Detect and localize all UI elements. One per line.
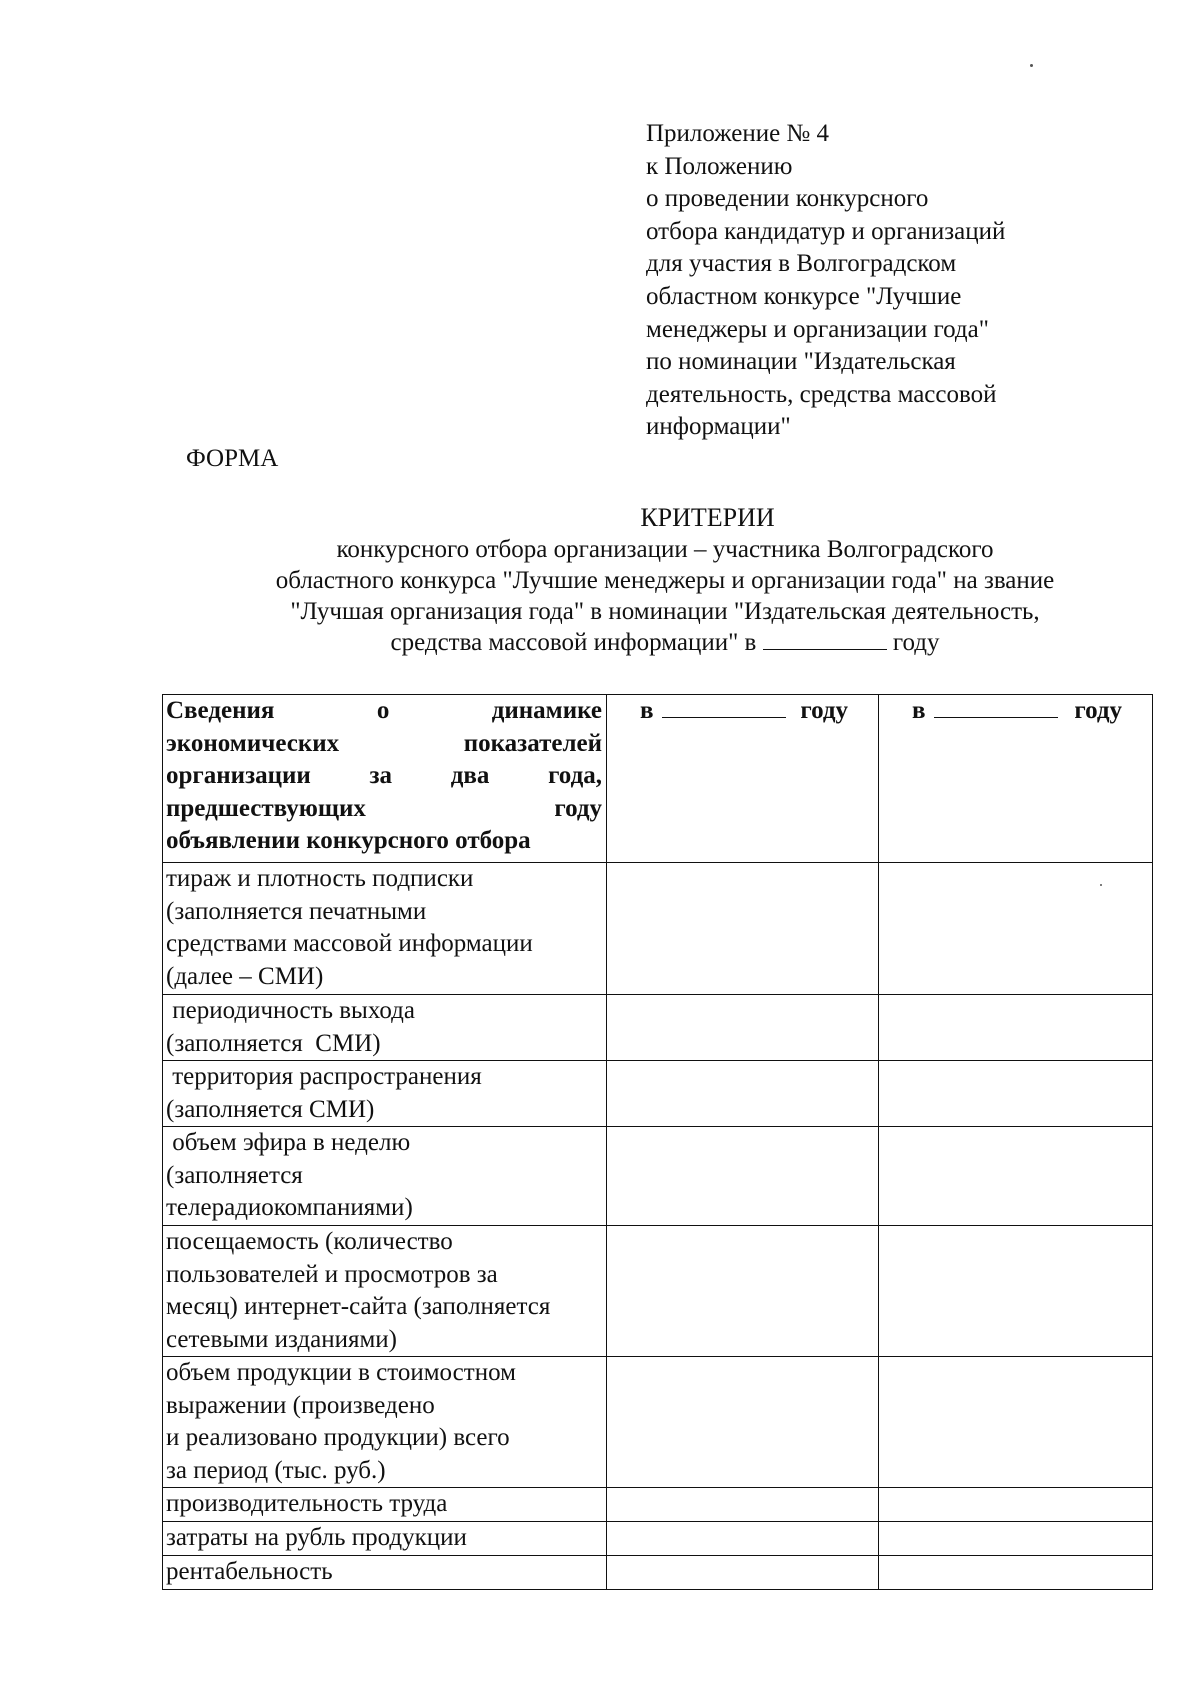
criterion-line: объем продукции в стоимостном: [166, 1359, 516, 1386]
appendix-line: Приложение № 4: [646, 120, 830, 147]
criterion-line: рентабельность: [166, 1558, 333, 1585]
value-cell[interactable]: [879, 1357, 1153, 1488]
criterion-line: и реализовано продукции) всего: [166, 1424, 510, 1451]
value-cell[interactable]: [879, 1226, 1153, 1357]
table-row: [163, 1127, 1153, 1226]
criteria-year-suffix: году: [892, 629, 940, 656]
criterion-line: телерадиокомпаниями): [166, 1194, 413, 1221]
value-cell[interactable]: [879, 995, 1153, 1061]
value-cell[interactable]: [607, 1357, 879, 1488]
value-cell[interactable]: [607, 1061, 879, 1127]
year-blank-field[interactable]: [763, 627, 887, 650]
value-cell[interactable]: [879, 1061, 1153, 1127]
table-row: [163, 1488, 1153, 1522]
criterion-label: [163, 995, 607, 1061]
header-label-line: предшествующих году: [166, 794, 602, 822]
criteria-line: областного конкурса "Лучшие менеджеры и организации года" на звание: [275, 567, 1055, 594]
appendix-line: информации": [646, 413, 791, 441]
value-cell[interactable]: [607, 1488, 879, 1522]
criteria-line-year: [120, 627, 1200, 658]
criterion-line: производительность труда: [166, 1490, 448, 1517]
criterion-line: (далее – СМИ): [166, 962, 324, 990]
appendix-line: к Положению: [646, 152, 793, 180]
year-suffix: году: [800, 697, 848, 724]
header-label-line: объявлении конкурсного отбора: [166, 827, 531, 854]
appendix-line: для участия в Волгоградском: [646, 250, 957, 278]
year-heading: [610, 695, 874, 728]
criteria-line: конкурсного отбора организации – участника Волгоградского: [336, 536, 994, 563]
value-cell[interactable]: [607, 1522, 879, 1556]
criterion-label: [163, 863, 607, 995]
criterion-label: [163, 1488, 607, 1522]
year-blank-field[interactable]: [934, 695, 1058, 718]
criterion-label: [163, 1357, 607, 1488]
table-header-row: [163, 695, 1153, 863]
criterion-line: месяц) интернет-сайта (заполняется: [166, 1293, 551, 1320]
appendix-line: деятельность, средства массовой: [646, 380, 997, 408]
header-label-line: Сведения о динамике: [166, 697, 602, 724]
header-year-cell-2: [879, 695, 1153, 863]
value-cell[interactable]: [879, 1127, 1153, 1226]
criterion-line: (заполняется СМИ): [166, 1029, 381, 1057]
criteria-line: "Лучшая организация года" в номинации "Издательская деятельность,: [290, 598, 1040, 625]
criteria-title-block: [120, 502, 1200, 658]
criterion-line: тираж и плотность подписки: [166, 865, 474, 892]
criteria-heading: КРИТЕРИИ: [640, 503, 775, 532]
table-row: [163, 1522, 1153, 1556]
criterion-line: периодичность выхода: [166, 997, 415, 1024]
value-cell[interactable]: [607, 995, 879, 1061]
criterion-line: пользователей и просмотров за: [166, 1260, 498, 1288]
criterion-line: (заполняется печатными: [166, 897, 427, 925]
criterion-line: посещаемость (количество: [166, 1228, 453, 1255]
appendix-line: по номинации "Издательская: [646, 348, 956, 376]
appendix-reference: [646, 118, 1116, 444]
table-row: [163, 863, 1153, 995]
criterion-line: выражении (произведено: [166, 1391, 435, 1419]
criterion-line: (заполняется: [166, 1161, 303, 1189]
value-cell[interactable]: [879, 863, 1153, 995]
appendix-line: о проведении конкурсного: [646, 185, 929, 213]
value-cell[interactable]: [607, 1556, 879, 1590]
criterion-line: затраты на рубль продукции: [166, 1524, 467, 1551]
year-prefix: в: [912, 697, 926, 724]
form-label: ФОРМА: [186, 445, 279, 472]
year-heading-prefix: [640, 695, 786, 728]
header-label-line: организации за два года,: [166, 762, 602, 789]
table-row: [163, 1226, 1153, 1357]
value-cell[interactable]: [879, 1488, 1153, 1522]
criterion-label: [163, 1522, 607, 1556]
header-year-cell-1: [607, 695, 879, 863]
table-row: [163, 1357, 1153, 1488]
table-row: [163, 1061, 1153, 1127]
value-cell[interactable]: [607, 1226, 879, 1357]
criterion-line: сетевыми изданиями): [166, 1325, 397, 1353]
value-cell[interactable]: [879, 1522, 1153, 1556]
appendix-line: менеджеры и организации года": [646, 315, 989, 343]
criterion-label: [163, 1226, 607, 1357]
scan-speck: [1030, 64, 1033, 67]
appendix-line: областном конкурсе "Лучшие: [646, 282, 962, 310]
criterion-line: объем эфира в неделю: [166, 1129, 411, 1156]
criterion-label: [163, 1556, 607, 1590]
appendix-line: отбора кандидатур и организаций: [646, 217, 1006, 245]
year-suffix: году: [1074, 697, 1122, 724]
year-blank-field[interactable]: [662, 695, 786, 718]
criterion-line: территория распространения: [166, 1063, 482, 1090]
header-label-line: экономических показателей: [166, 729, 602, 757]
value-cell[interactable]: [607, 863, 879, 995]
criterion-line: средствами массовой информации: [166, 930, 533, 957]
criterion-label: [163, 1061, 607, 1127]
table-row: [163, 1556, 1153, 1590]
table-row: [163, 995, 1153, 1061]
value-cell[interactable]: [607, 1127, 879, 1226]
year-heading: [882, 695, 1148, 728]
criterion-line: (заполняется СМИ): [166, 1095, 375, 1123]
year-prefix: в: [640, 697, 654, 724]
criteria-year-prefix: средства массовой информации" в: [390, 629, 757, 656]
value-cell[interactable]: [879, 1556, 1153, 1590]
header-label-cell: [163, 695, 607, 863]
criterion-label: [163, 1127, 607, 1226]
criterion-line: за период (тыс. руб.): [166, 1456, 386, 1484]
year-heading-prefix: [912, 695, 1058, 728]
criteria-table: [162, 694, 1153, 1590]
